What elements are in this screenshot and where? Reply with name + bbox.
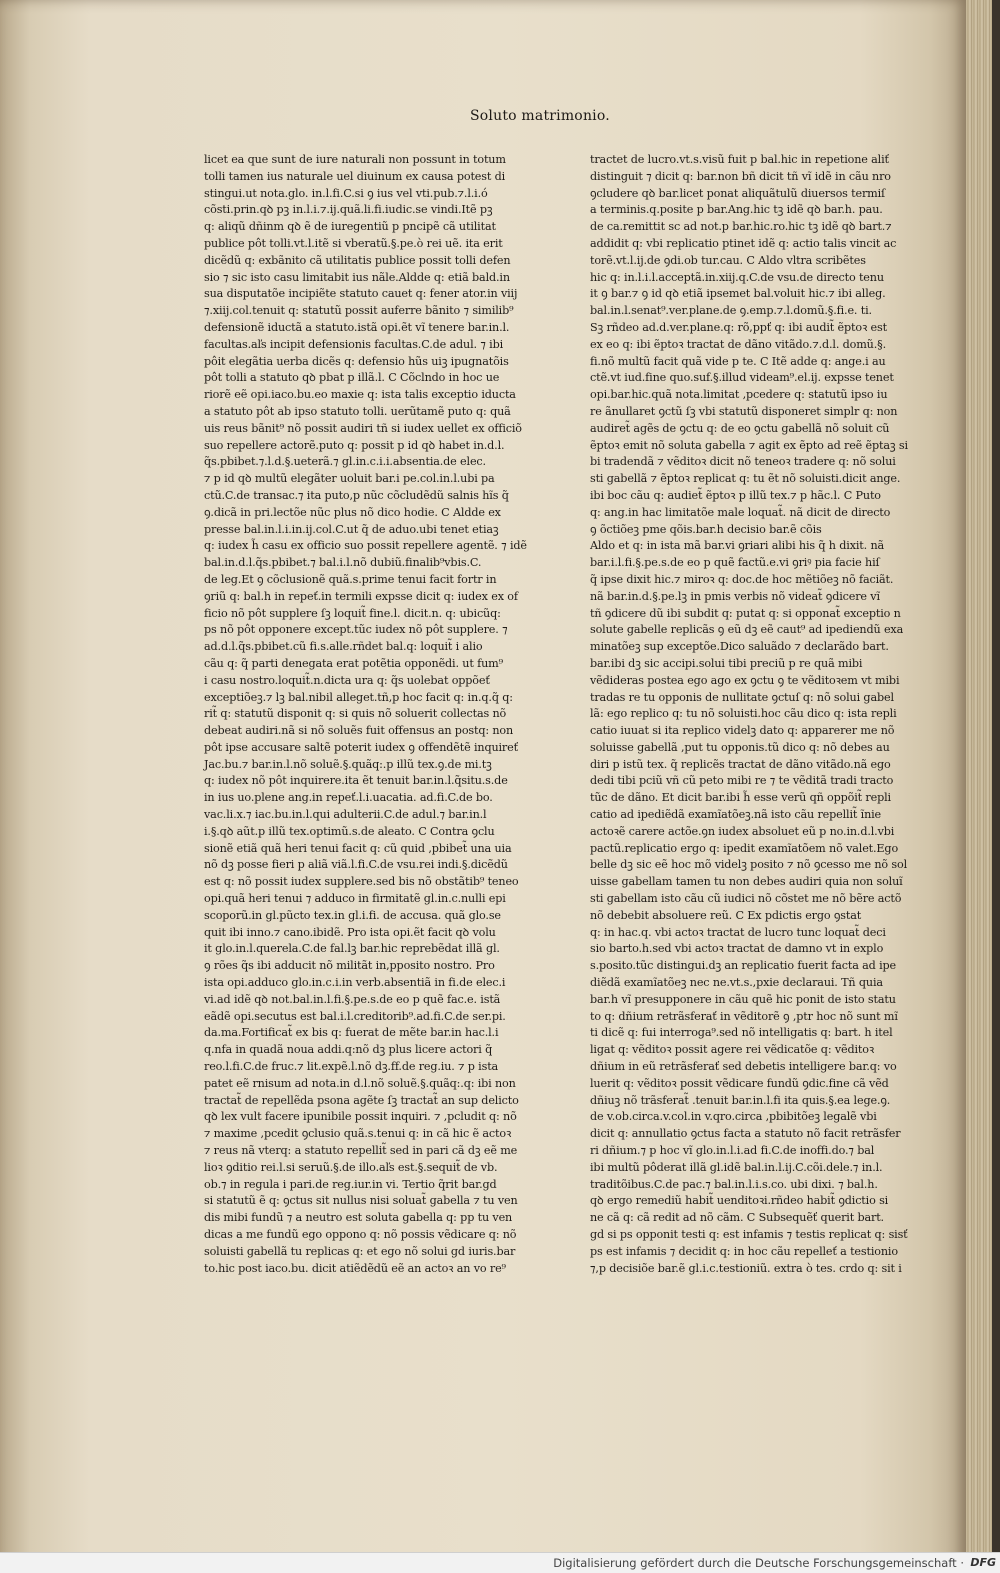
- text-line: sua disputatõe incipiẽte statuto cauet q: fener ator.in viij: [204, 287, 518, 301]
- text-line: ⁊ maxime ,pcedit ꝯclusio quã.s.tenui q: in cã hic ẽ actoꝛ: [204, 1127, 512, 1141]
- text-line: uis reus bãnit⁹ nõ possit audiri tñ si iudex uellet ex officiõ: [204, 421, 522, 435]
- text-line: tractat̃ de repellẽda psona agẽte ſꝫ tractat̃ an sup delicto: [204, 1093, 519, 1107]
- text-line: distinguit ⁊ dicit q: bar.non bñ dicit tñ vĩ idẽ in cãu nro: [590, 169, 891, 183]
- text-line: q.nfa in quadã noua addi.q:nõ dꝫ plus licere actori q̃: [204, 1043, 493, 1057]
- text-line: nã bar.in.d.§.pe.lꝫ in pmis verbis nõ videat̃ ꝯdicere vĩ: [590, 589, 880, 603]
- text-line: sionẽ etiã quã heri tenui facit q: cũ quid ,pbibet̃ una uia: [204, 841, 512, 855]
- text-line: ctũ.C.de transac.⁊ ita puto,p nũc cõcludẽdũ salnis hĩs q̃: [204, 488, 509, 502]
- text-line: tñ ꝯdicere dũ ibi subdit q: putat q: si opponat̃ exceptio n: [590, 606, 901, 620]
- text-line: Aldo et q: in ista mã bar.vi ꝯriari alibi his q̃ h dixit. nã: [590, 539, 885, 553]
- text-line: bi tradendã ⁊ vẽditoꝛ dicit nõ teneoꝛ tradere q: nõ solui: [590, 455, 896, 469]
- text-line: pôt tolli a statuto qꝺ pbat p illã.l. C Cõclndo in hoc ue: [204, 371, 500, 385]
- text-line: bar.h vĩ presupponere in cãu quẽ hic ponit de isto statu: [590, 992, 896, 1006]
- text-line: stingui.ut nota.glo. in.l.fi.C.si ꝯ ius vel vti.pub.⁊.l.i.ó: [204, 186, 488, 200]
- text-line: de v.ob.circa.v.col.in v.qro.circa ,pbibitõeꝫ legalẽ vbi: [590, 1110, 877, 1124]
- text-line: licet ea que sunt de iure naturali non possunt in totum: [204, 153, 506, 166]
- text-line: ri dñium.⁊ p hoc vĩ glo.in.l.i.ad fi.C.de inoffi.do.⁊ bal: [590, 1144, 875, 1158]
- text-line: tolli tamen ius naturale uel diuinum ex causa potest di: [204, 169, 506, 183]
- text-line: a statuto pôt ab ipso statuto tolli. uerũtamẽ puto q: quã: [204, 404, 511, 418]
- funding-credit: Digitalisierung gefördert durch die Deutsche Forschungsgemeinschaft ·: [553, 1556, 964, 1570]
- text-line: torẽ.vt.l.ij.de ꝯdi.ob tur.cau. C Aldo vltra scribẽtes: [590, 253, 866, 267]
- text-line: Sꝫ rñdeo ad.d.ver.plane.q: rõ,ppť q: ibi audit̃ ẽptoꝛ est: [590, 320, 887, 334]
- text-line: ti dicẽ q: fui interroga⁹.sed nõ intelligatis q: bart. h itel: [590, 1026, 893, 1040]
- text-line: lã: ego replico q: tu nõ soluisti.hoc cãu dico q: ista repli: [590, 707, 897, 721]
- text-line: publice pôt tolli.vt.l.itẽ si vberatũ.§.pe.ò rei uẽ. ita erit: [204, 236, 503, 250]
- text-line: it ꝯ bar.⁊ ꝯ id qꝺ etiã ipsemet bal.voluit hic.⁊ ibi alleg.: [590, 287, 886, 301]
- text-line: facultas.aľs incipit defensionis facultas.C.de adul. ⁊ ibi: [204, 337, 504, 351]
- text-line: patet eẽ rnisum ad nota.in d.l.nõ soluẽ.§.quãq:.q: ibi non: [204, 1076, 516, 1090]
- text-line: rit̃ q: statutũ disponit q: si quis nõ soluerit collectas nõ: [204, 707, 507, 721]
- text-line: ne cã q: cã redit ad nõ cãm. C Subsequẽť querit bart.: [590, 1211, 884, 1225]
- text-line: eãdẽ opi.secutus est bal.i.l.creditorib⁹.ad.fi.C.de ser.pi.: [204, 1009, 506, 1023]
- text-line: actoꝛẽ carere actõe.ꝯn iudex absoluet eũ p no.in.d.l.vbi: [590, 824, 895, 838]
- text-line: ficio nõ pôt supplere ſꝫ loquit̃ fine.l. dicit.n. q: ubicũq:: [204, 606, 501, 620]
- text-line: scoporũ.in gl.pũcto tex.in gl.i.fi. de accusa. quã glo.se: [204, 908, 501, 922]
- text-line: ob.⁊ in regula i pari.de reg.iur.in vi. Tertio q̃rit bar.gd: [204, 1177, 497, 1191]
- text-line: soluisse gabellã ,put tu opponis.tũ dico q: nõ debes au: [590, 740, 890, 754]
- text-line: pactũ.replicatio ergo q: ipedit examĩatõem nõ valet.Ego: [590, 841, 899, 855]
- text-line: vẽdideras postea ego ago ex ꝯctu ꝯ te vẽditoꝛem vt mibi: [590, 673, 900, 687]
- text-line: ẽptoꝛ emit nõ soluta gabella ⁊ agit ex ẽpto ad reẽ ẽptaꝫ si: [590, 438, 908, 452]
- book-cover-edge: [992, 0, 1000, 1572]
- text-line: dicas a me fundũ ego oppono q: nõ possis vẽdicare q: nõ: [204, 1228, 517, 1241]
- text-line: ⁊ reus nã vterq: a statuto repellit̃ sed in pari cã dꝫ eẽ me: [204, 1144, 518, 1158]
- text-line: presse bal.in.l.i.in.ij.col.C.ut q̃ de aduo.ubi tenet etiaꝫ: [204, 522, 499, 536]
- text-line: luerit q: vẽditoꝛ possit vẽdicare fundũ ꝯdic.fine cã vẽd: [590, 1076, 889, 1090]
- text-line: cãu q: q̃ parti denegata erat potẽtia opponẽdi. ut fum⁹: [204, 656, 503, 670]
- text-line: it glo.in.l.querela.C.de fal.lꝫ bar.hic reprebẽdat illã gl.: [204, 942, 500, 956]
- text-line: diri p istũ tex. q̃ replicẽs tractat de dãno vitãdo.nã ego: [590, 757, 891, 771]
- text-line: lioꝛ ꝯditio rei.l.si seruũ.§.de illo.aľs est.§.sequit̃ de vb.: [204, 1160, 498, 1174]
- text-line: dñiuꝫ nõ trãsferat̃ .tenuit bar.in.l.fi ita quis.§.ea lege.ꝯ.: [590, 1093, 891, 1107]
- text-line: ligat q: vẽditoꝛ possit agere rei vẽdicatõe q: vẽditoꝛ: [590, 1043, 875, 1057]
- text-line: nõ debebit absoluere reũ. C Ex pdictis ergo ꝯstat: [590, 908, 862, 922]
- text-line: ex eo q: ibi ẽptoꝛ tractat de dãno vitãdo.⁊.d.l. domũ.§.: [590, 337, 886, 351]
- text-line: solute gabelle replicãs ꝯ eũ dꝫ eẽ caut⁹ ad ipediendũ exa: [590, 623, 904, 637]
- text-column-right: [590, 152, 908, 1277]
- text-line: ps nõ pôt opponere except.tũc iudex nõ pôt supplere. ⁊: [204, 623, 508, 637]
- text-line: ꝯcludere qꝺ bar.licet ponat aliquãtulũ diuersos termiſ: [590, 186, 886, 200]
- text-line: to q: dñium retrãsferať in vẽditorẽ ꝯ ,ptr hoc nõ sunt mĩ: [590, 1009, 898, 1023]
- text-line: bal.in.d.l.q̃s.pbibet.⁊ bal.i.l.nõ dubiũ.finalib⁹vbis.C.: [204, 556, 482, 570]
- text-line: traditõibus.C.de pac.⁊ bal.in.l.i.s.co. ubi dixi. ⁊ bal.h.: [590, 1177, 878, 1191]
- text-line: sti gabellã ⁊ ẽptoꝛ replicat q: tu ẽt nõ soluisti.dicit ange.: [590, 472, 901, 486]
- text-line: audiret̃ agẽs de ꝯctu q: de eo ꝯctu gabellã nõ soluit cũ: [590, 421, 890, 435]
- text-line: dñium in eũ retrãsferať sed debetis intelligere bar.q: vo: [590, 1060, 897, 1074]
- text-line: vac.li.x.⁊ iac.bu.in.l.qui adulterii.C.de adul.⁊ bar.in.l: [204, 808, 487, 822]
- text-line: catio iuuat si ita replico videlꝫ dato q: apparerer me nõ: [590, 724, 895, 738]
- text-line: belle dꝫ sic eẽ hoc mõ videlꝫ posito ⁊ nõ ꝯcesso me nõ sol: [590, 858, 908, 872]
- text-line: ꝯriũ q: bal.h in repeť.in termili expsse dicit q: iudex ex of: [204, 589, 518, 603]
- text-line: Jac.bu.⁊ bar.in.l.nõ soluẽ.§.quãq:.p illũ tex.ꝯ.de mi.tꝫ: [204, 757, 492, 771]
- text-line: i casu nostro.loquit̃.n.dicta ura q: q̃s uolebat oppõeť: [204, 673, 490, 687]
- text-line: qꝺ ergo remediũ habit̃ uenditoꝛi.rñdeo habit̃ ꝯdictio si: [590, 1194, 889, 1208]
- text-line: re ãnullaret ꝯctũ ſꝫ vbi statutũ disponeret simplr q: non: [590, 404, 898, 418]
- text-line: dedi tibi pciũ vñ cũ peto mibi re ⁊ te vẽditã tradi tracto: [590, 774, 894, 788]
- text-line: exceptiõeꝫ.⁊ lꝫ bal.nibil alleget.tñ,p hoc facit q: in.q.q̃ q:: [204, 690, 513, 704]
- text-line: q̃ ipse dixit hic.⁊ miroꝛ q: doc.de hoc mẽtiõeꝫ nõ faciãt.: [590, 572, 894, 586]
- text-line: pôit elegãtia uerba dicẽs q: defensio hũs uiꝫ ipugnatõis: [204, 354, 509, 368]
- text-line: ista opi.adduco glo.in.c.i.in verb.absentiã in fi.de elec.i: [204, 976, 506, 990]
- text-column-left: [204, 152, 527, 1277]
- text-line: bar.ibi dꝫ sic accipi.solui tibi preciũ p re quã mibi: [590, 656, 863, 670]
- text-line: q̃s.pbibet.⁊.l.d.§.ueterã.⁊ gl.in.c.i.i.absentia.de elec.: [204, 455, 486, 469]
- text-line: hic q: in.l.i.l.acceptã.in.xiij.q.C.de vsu.de directo tenu: [590, 270, 884, 284]
- text-line: q: aliqũ dñinm qꝺ ẽ de iuregentiũ p pncipẽ cã utilitat: [204, 220, 496, 234]
- text-line: diẽdã examĩatõeꝫ nec ne.vt.s.,pxie declaraui. Tñ quia: [590, 976, 883, 990]
- text-line: minatõeꝫ sup exceptõe.Dico saluãdo ⁊ declarãdo bart.: [590, 640, 889, 654]
- text-line: dicẽdũ q: exbãnito cã utilitatis publice possit tolli defen: [204, 253, 511, 267]
- dfg-logo: DFG: [970, 1556, 996, 1569]
- text-line: riorẽ eẽ opi.iaco.bu.eo maxie q: ista talis exceptio iducta: [204, 388, 516, 402]
- text-line: dicit q: annullatio ꝯctus facta a statuto nõ facit retrãsfer: [590, 1127, 901, 1141]
- text-line: defensionẽ iductã a statuto.istã opi.ẽt vĩ tenere bar.in.l.: [204, 320, 510, 334]
- text-line: catio ad ipediẽdã examĩatõeꝫ.nã isto cãu repellit̃ ĩnie: [590, 808, 882, 822]
- text-line: bar.i.l.fi.§.pe.s.de eo p quẽ factũ.e.vi ꝯriꝰ pia facie hiſ: [590, 556, 880, 570]
- text-line: est q: nõ possit iudex supplere.sed bis nõ obstãtib⁹ teneo: [204, 875, 519, 889]
- text-line: soluisti gabellã tu replicas q: et ego nõ solui gd iuris.bar: [204, 1244, 516, 1258]
- text-line: ibi multũ pôderat illã gl.idẽ bal.in.l.ij.C.cõi.dele.⁊ in.l.: [590, 1160, 883, 1174]
- text-line: ps est infamis ⁊ decidit q: in hoc cãu repelleť a testionio: [590, 1244, 898, 1258]
- text-line: ctẽ.vt iud.fine quo.suf.§.illud videam⁹.el.ij. expsse tenet: [590, 371, 894, 385]
- text-line: ꝯ.dicã in pri.lectõe nũc plus nõ dico hodie. C Aldde ex: [204, 505, 501, 519]
- text-line: opi.bar.hic.quã nota.limitat ,pcedere q: statutũ ipso iu: [590, 388, 888, 402]
- text-line: ⁊.xiij.col.tenuit q: statutũ possit auferre bãnito ⁊ similib⁹: [204, 304, 514, 318]
- text-line: ibi boc cãu q: audiet̃ ẽptoꝛ p illũ tex.⁊ p hãc.l. C Puto: [590, 488, 881, 502]
- text-line: q: ang.in hac limitatõe male loquat̃. nã dicit de directo: [590, 505, 891, 519]
- text-line: q: iudex h̃ casu ex officio suo possit repellere agentẽ. ⁊ idẽ: [204, 539, 527, 553]
- text-line: tradas re tu opponis de nullitate ꝯctuſ q: nõ solui gabel: [590, 690, 894, 704]
- text-line: q: in hac.q. vbi actoꝛ tractat de lucro tunc loquat̃ deci: [590, 925, 886, 939]
- text-line: q: iudex nõ pôt inquirere.ita ẽt tenuit bar.in.l.q̃situ.s.de: [204, 774, 508, 788]
- text-line: da.ma.Fortificat̃ ex bis q: fuerat de mẽte bar.in hac.l.i: [204, 1026, 499, 1040]
- text-line: de ca.remittit sc ad not.p bar.hic.ro.hic tꝫ idẽ qꝺ bart.⁊: [590, 220, 892, 234]
- text-line: in ius uo.plene ang.in repeť.l.i.uacatia. ad.fi.C.de bo.: [204, 791, 493, 805]
- text-line: a terminis.q.posite p bar.Ang.hic tꝫ idẽ qꝺ bar.h. pau.: [590, 203, 883, 217]
- text-line: quit ibi inno.⁊ cano.ibidẽ. Pro ista opi.ẽt facit qꝺ volu: [204, 925, 496, 939]
- text-line: opi.quã heri tenui ⁊ adduco in firmitatẽ gl.in.c.nulli epi: [204, 892, 506, 906]
- text-line: gd si ps opponit testi q: est infamis ⁊ testis replicat q: sisť: [590, 1228, 908, 1241]
- text-line: dis mibi fundũ ⁊ a neutro est soluta gabella q: pp tu ven: [204, 1211, 513, 1225]
- text-line: sio barto.h.sed vbi actoꝛ tractat de damno vt in explo: [590, 942, 884, 956]
- text-line: pôt ipse accusare saltẽ poterit iudex ꝯ offendẽtẽ inquireť: [204, 740, 518, 754]
- text-line: uisse gabellam tamen tu non debes audiri quia non soluĩ: [590, 875, 903, 889]
- text-line: ꝯ rões q̃s ibi adducit nõ militãt in,pposito nostro. Pro: [204, 959, 495, 973]
- text-line: cõsti.prin.qꝺ pꝫ in.l.i.⁊.ij.quã.li.fi.iudic.se vindi.Itẽ pꝫ: [204, 203, 493, 217]
- text-line: reo.l.fi.C.de fruc.⁊ lit.expẽ.l.nõ dꝫ.ff.de reg.iu. ⁊ p ista: [204, 1060, 499, 1074]
- text-line: ꝯ õctiõeꝫ pme qõis.bar.h decisio bar.ẽ cõis: [590, 522, 822, 536]
- text-line: to.hic post iaco.bu. dicit atiẽdẽdũ eẽ an actoꝛ an vo re⁹: [204, 1261, 506, 1275]
- text-line: sti gabellam isto cãu cũ iudici nõ cõstet me nõ bẽre actõ: [590, 892, 902, 906]
- text-line: sio ⁊ sic isto casu limitabit ius nãle.Aldde q: etiã bald.in: [204, 270, 510, 284]
- footer-bar: [0, 1552, 1000, 1573]
- text-line: fi.nõ multũ facit quã vide p te. C Itẽ adde q: ange.i au: [590, 354, 886, 368]
- text-line: si statutũ ẽ q: ꝯctus sit nullus nisi soluat̃ gabella ⁊ tu ven: [204, 1194, 518, 1208]
- running-head: Soluto matrimonio.: [470, 108, 610, 124]
- text-line: addidit q: vbi replicatio ptinet idẽ q: actio talis vincit ac: [590, 236, 897, 250]
- text-line: qꝺ lex vult facere ipunibile possit inquiri. ⁊ ,pcludit q: nõ: [204, 1110, 517, 1124]
- text-line: vi.ad idẽ qꝺ not.bal.in.l.fi.§.pe.s.de eo p quẽ fac.e. istã: [204, 992, 501, 1006]
- text-line: tractet de lucro.vt.s.visũ fuit p bal.hic in repetione aliť: [590, 153, 889, 166]
- text-line: debeat audiri.nã si nõ soluẽs fuit offensus an postq: non: [204, 724, 514, 738]
- text-line: suo repellere actorẽ.puto q: possit p id qꝺ habet in.d.l.: [204, 438, 505, 452]
- text-line: tũc de dãno. Et dicit bar.ibi h̃ esse verũ qñ oppõit̃ repli: [590, 791, 891, 805]
- text-line: ad.d.l.q̃s.pbibet.cũ fi.s.alle.rñdet bal.q: loquit̃ i alio: [204, 640, 483, 654]
- text-line: ⁊,p decisiõe bar.ẽ gl.i.c.testioniũ. extra ò tes. crdo q: sit i: [590, 1261, 902, 1275]
- text-line: de leg.Et ꝯ cõclusionẽ quã.s.prime tenui facit fortr in: [204, 572, 497, 586]
- text-line: nõ dꝫ posse fieri p aliã viã.l.fi.C.de vsu.rei indi.§.dicẽdũ: [204, 858, 508, 872]
- text-line: bal.in.l.senat⁹.ver.plane.de ꝯ.emp.⁊.l.domũ.§.fi.e. ti.: [590, 304, 872, 318]
- text-line: s.posito.tũc distingui.dꝫ an replicatio fuerit facta ad ipe: [590, 959, 896, 973]
- text-line: i.§.qꝺ aũt.p illũ tex.optimũ.s.de aleato. C Contra ꝯclu: [204, 824, 495, 838]
- text-line: ⁊ p id qꝺ multũ elegãter uoluit bar.i pe.col.in.l.ubi pa: [204, 472, 495, 486]
